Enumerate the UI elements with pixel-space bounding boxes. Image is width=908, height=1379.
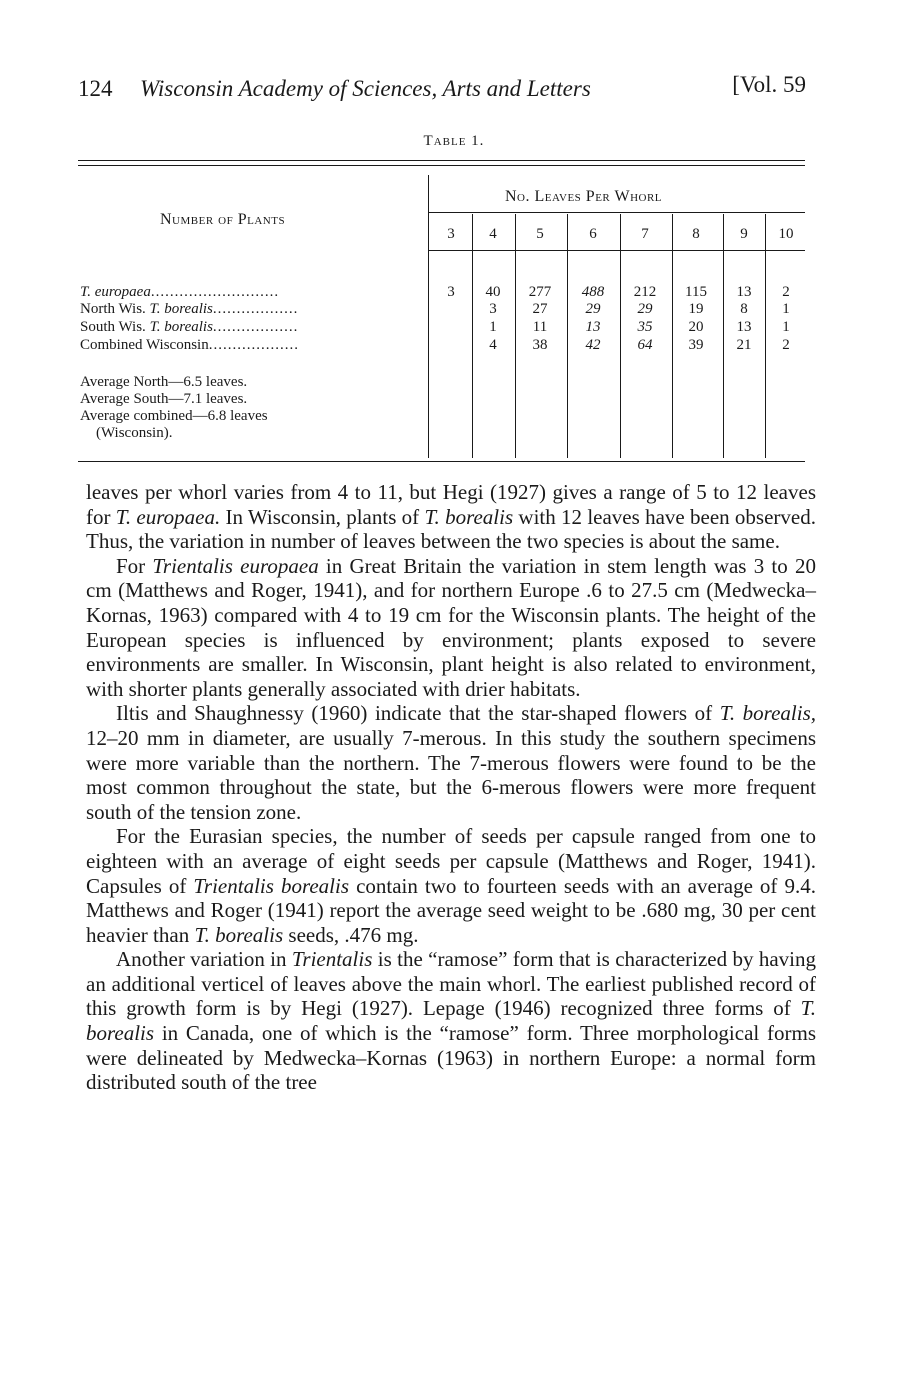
italic-term: T. borealis [424,504,514,529]
table-cell: 1 [782,319,790,335]
col-header-3: 3 [447,226,455,242]
table-cell: 8 [740,301,748,317]
average-note: Average combined—6.8 leaves [80,408,268,424]
italic-term: T. borealis [86,996,816,1046]
italic-term: Trientalis europaea [152,553,319,578]
table-cell: 13 [585,319,601,335]
table-top-rule-2 [78,165,805,166]
column-rule [672,214,673,458]
col-group-header: No. Leaves Per Whorl [505,188,663,205]
italic-term: T. europaea. [115,504,221,529]
col-header-8: 8 [692,226,700,242]
table-title: Table 1. [423,133,485,149]
col-header-10: 10 [778,226,794,242]
header-rule [428,250,805,251]
column-rule [515,214,516,458]
column-rule [765,214,766,458]
table-cell: 20 [688,319,704,335]
paragraph: For the Eurasian species, the number of seeds per capsule ranged from one to eighteen with an average of eight seeds per capsule (Matthews and Roger, 1941). Capsules of Trientalis borealis contain two to fourteen seeds with an average of 9.4. Matthews and Roger (1941) report the average seed weight to be .680 mg, 30 per cent heavier than T. borealis seeds, .476 mg. [86,824,816,947]
column-rule [567,214,568,458]
column-rule [620,214,621,458]
table-cell: 2 [782,284,790,300]
table-cell: 212 [633,284,657,300]
volume-label: [Vol. 59 [732,72,806,97]
table-row-label: T. europaea........................... [80,284,280,300]
table-cell: 29 [637,301,653,317]
col-header-7: 7 [641,226,649,242]
table-cell: 27 [532,301,548,317]
column-rule [723,214,724,458]
running-head [78,72,806,106]
table-cell: 19 [688,301,704,317]
table-row-label: Combined Wisconsin................... [80,337,299,353]
column-rule [428,175,429,458]
table-cell: 488 [581,284,605,300]
table-cell: 1 [782,301,790,317]
paragraph: leaves per whorl varies from 4 to 11, but Hegi (1927) gives a range of 5 to 12 leaves for T. europaea. In Wisconsin, plants of T. borealis with 12 leaves have been observed. Thus, the variation in number of leaves between the two species is about the same. [86,480,816,554]
col-header-5: 5 [536,226,544,242]
table-cell: 42 [585,337,601,353]
table-cell: 11 [532,319,548,335]
table-cell: 64 [637,337,653,353]
page-number: 124 [78,76,113,101]
table-cell: 115 [685,284,707,300]
table-cell: 13 [736,284,752,300]
table-cell: 4 [489,337,497,353]
table-bottom-rule [78,461,805,462]
paragraph: Another variation in Trientalis is the “ramose” form that is characterized by having an additional verticel of leaves above the main whorl. The earliest published record of this growth form is by Hegi (1927). Lepage (1946) recognized three forms of T. borealis in Canada, one of which is the “ramose” form. Three morphological forms were delineated by Medwecka–Kornas (1963) in northern Europe: a normal form distributed south of the tree [86,947,816,1095]
row-header: Number of Plants [160,211,286,228]
group-header-rule [428,212,805,213]
table-cell: 3 [489,301,497,317]
italic-term: T. borealis [194,922,284,947]
table-cell: 277 [528,284,552,300]
table-cell: 21 [736,337,752,353]
table-cell: 38 [532,337,548,353]
table-cell: 2 [782,337,790,353]
italic-term: Trientalis borealis [193,873,350,898]
paragraph: Iltis and Shaughnessy (1960) indicate that the star-shaped flowers of T. borealis, 12–20 mm in diameter, are usually 7-merous. In this study the southern specimens were more variable than the northern. The 7-merous flowers were found to be the most common throughout the state, but the 6-merous flowers were more frequent south of the tension zone. [86,701,816,824]
italic-term: T. borealis, [719,701,816,726]
average-note: (Wisconsin). [96,425,173,441]
table-top-rule [78,160,805,161]
col-header-4: 4 [489,226,497,242]
table-cell: 35 [637,319,653,335]
average-note: Average North—6.5 leaves. [80,374,248,390]
table-cell: 40 [485,284,501,300]
table-cell: 39 [688,337,704,353]
body-text [86,480,816,1095]
paragraph: For Trientalis europaea in Great Britain the variation in stem length was 3 to 20 cm (Matthews and Roger, 1941), and for northern Europe .6 to 27.5 cm (Medwecka–Kornas, 1963) compared with 4 to 19 cm for the Wisconsin plants. The height of the European species is influenced by environment; plants exposed to severe environments are smaller. In Wisconsin, plant height is also related to environment, with shorter plants generally associated with drier habitats. [86,553,816,701]
table-cell: 13 [736,319,752,335]
col-header-6: 6 [589,226,597,242]
column-rule [472,214,473,458]
table-cell: 29 [585,301,601,317]
col-header-9: 9 [740,226,748,242]
table-cell: 3 [447,284,455,300]
table-cell: 1 [489,319,497,335]
average-note: Average South—7.1 leaves. [80,391,248,407]
journal-title: Wisconsin Academy of Sciences, Arts and Letters [140,76,591,101]
italic-term: Trientalis [291,947,373,972]
table-row-label: North Wis. T. borealis.................. [80,301,299,317]
table-row-label: South Wis. T. borealis.................. [80,319,299,335]
